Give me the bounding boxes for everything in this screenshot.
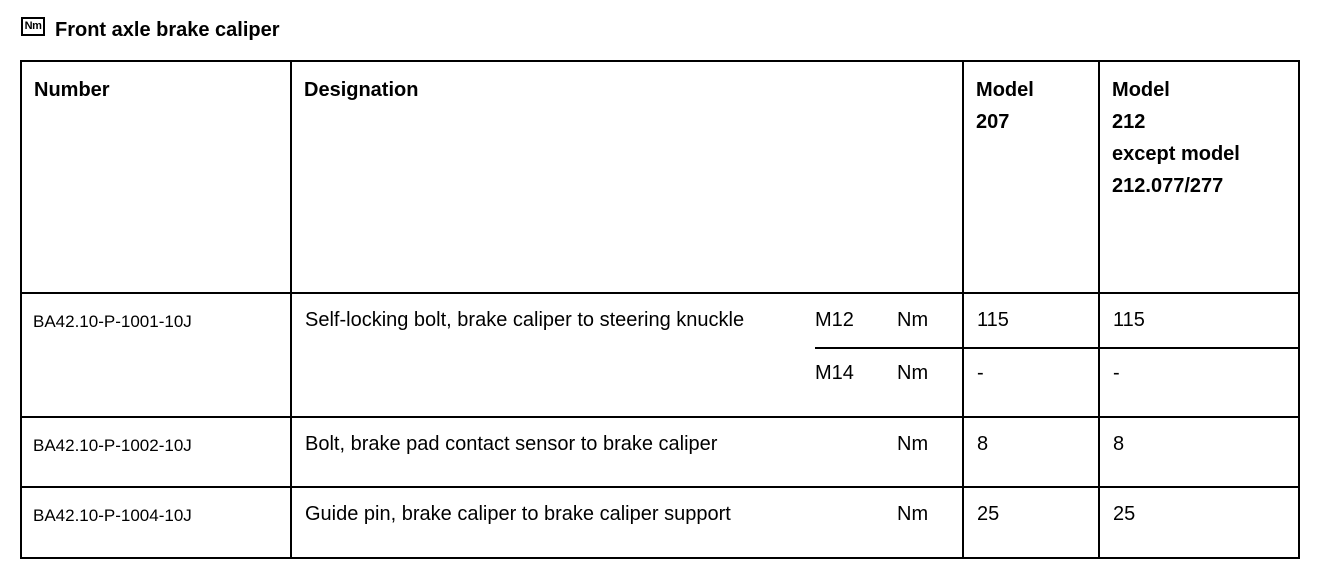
torque-table xyxy=(20,60,1298,557)
table-row xyxy=(21,417,1299,487)
header-model-212-line4: 212.077/277 xyxy=(1112,175,1224,197)
row-model-207: 25 xyxy=(963,487,1099,558)
row-designation: Guide pin, brake caliper to brake caliper support xyxy=(291,487,897,558)
row-unit: Nm xyxy=(897,348,963,417)
header-model-212-line2: 212 xyxy=(1112,111,1146,133)
row-size: M14 xyxy=(815,348,897,417)
row-size: M12 xyxy=(815,293,897,348)
header-row xyxy=(21,61,1299,293)
row-model-207: 115 xyxy=(963,293,1099,348)
row-model-212: 115 xyxy=(1099,293,1299,348)
row-number: BA42.10-P-1004-10J xyxy=(21,487,291,558)
header-model-207-line2: 207 xyxy=(976,111,1010,133)
row-number: BA42.10-P-1001-10J xyxy=(21,293,291,417)
header-model-212 xyxy=(1099,61,1299,293)
row-unit: Nm xyxy=(897,417,963,487)
row-model-212: 25 xyxy=(1099,487,1299,558)
header-model-212-line1: Model xyxy=(1112,79,1170,101)
page-title: Front axle brake caliper xyxy=(55,18,280,41)
table-row xyxy=(21,293,1299,348)
header-designation: Designation xyxy=(291,61,963,293)
row-unit: Nm xyxy=(897,293,963,348)
header-model-212-line3: except model xyxy=(1112,143,1240,165)
row-number: BA42.10-P-1002-10J xyxy=(21,417,291,487)
row-model-212: - xyxy=(1099,348,1299,417)
header-model-207 xyxy=(963,61,1099,293)
row-model-207: 8 xyxy=(963,417,1099,487)
row-designation: Bolt, brake pad contact sensor to brake caliper xyxy=(291,417,897,487)
header-number: Number xyxy=(21,61,291,293)
row-designation: Self-locking bolt, brake caliper to steering knuckle xyxy=(291,293,815,417)
title-row xyxy=(21,16,280,44)
table-row xyxy=(21,487,1299,558)
nm-icon: Nm xyxy=(21,17,45,36)
header-model-207-line1: Model xyxy=(976,79,1034,101)
row-unit: Nm xyxy=(897,487,963,558)
row-model-212: 8 xyxy=(1099,417,1299,487)
row-model-207: - xyxy=(963,348,1099,417)
